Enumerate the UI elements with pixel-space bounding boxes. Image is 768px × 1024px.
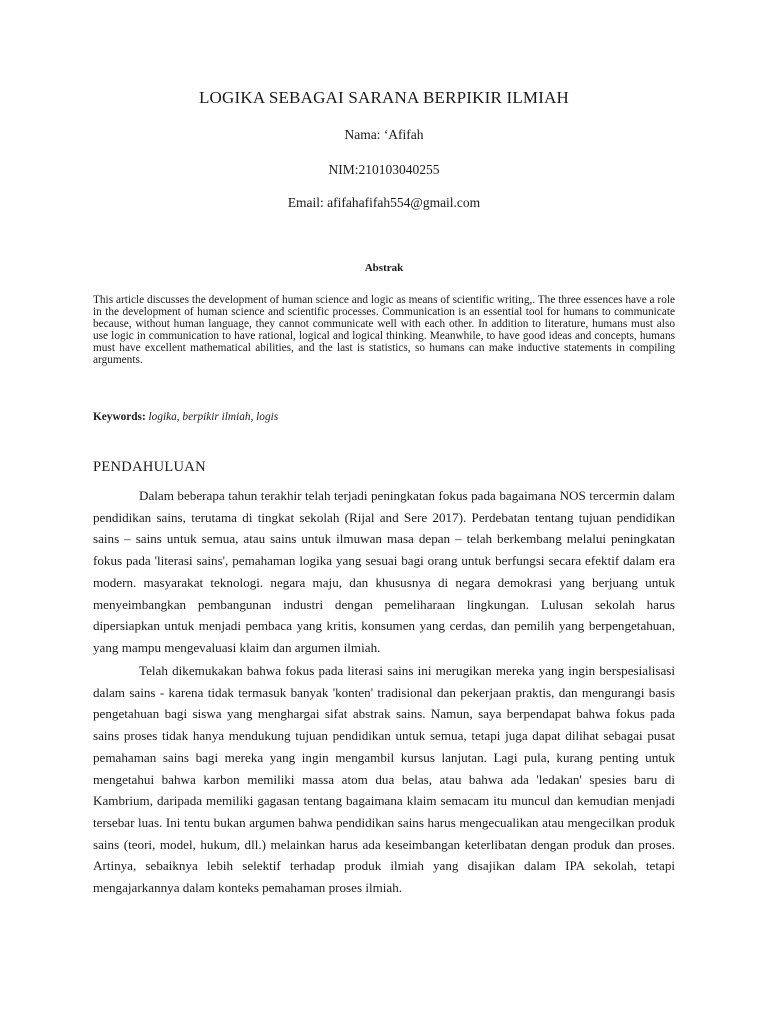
abstract-heading: Abstrak — [364, 262, 404, 274]
document-title: LOGIKA SEBAGAI SARANA BERPIKIR ILMIAH — [198, 88, 570, 107]
student-id: NIM:210103040255 — [328, 162, 440, 177]
keywords-label: Keywords: — [93, 411, 146, 423]
body-paragraph: Telah dikemukakan bahwa fokus pada literasi sains ini merugikan mereka yang ingin berspesialisasi dalam sains - karena tidak termasuk banyak 'konten' tradisional dan pekerjaan praktis, dan mengurangi basis pengetahuan bagi siswa yang menghargai sifat abstrak sains. Namun, saya berpendapat bahwa fokus pada sains proses tidak hanya mendukung tujuan pendidikan untuk semua, tetapi juga dapat dilihat sebagai pusat pemahaman sains bagi mereka yang ingin mengambil kursus lanjutan. Lagi pula, kurang penting untuk mengetahui bahwa karbon memiliki massa atom dua belas, atau bahwa ada 'ledakan' spesies baru di Kambrium, daripada memiliki gagasan tentang bagaimana klaim semacam itu muncul dan kemudian menjadi tersebar luas. Ini tentu bukan argumen bahwa pendidikan sains harus mengecualikan atau mengecilkan produk sains (teori, model, hukum, dll.) melainkan harus ada keseimbangan keterlibatan dengan produk dan proses. Artinya, sebaiknya lebih selektif terhadap produk ilmiah yang disajikan dalam IPA sekolah, tetapi mengajarkannya dalam konteks pemahaman proses ilmiah. — [93, 663, 675, 896]
section-heading: PENDAHULUAN — [93, 459, 206, 475]
keywords-values: logika, berpikir ilmiah, logis — [148, 411, 279, 423]
abstract-body: This article discusses the development of human science and logic as means of scientific writing,. The three essences have a role in the development of human science and scientific processes. Communication is an essential tool for humans to communicate because, without human language, they cannot communicate well with each other. In addition to literature, humans must also use logic in communication to have rational, logical and logical thinking. Meanwhile, to have good ideas and concepts, humans must have excellent mathematical abilities, and the last is statistics, so humans can make inductive statements in compiling arguments. — [93, 294, 675, 367]
author-name: Nama: ‘Afifah — [344, 127, 424, 142]
keywords — [93, 411, 675, 423]
body-paragraph: Dalam beberapa tahun terakhir telah terjadi peningkatan fokus pada bagaimana NOS tercermin dalam pendidikan sains, terutama di tingkat sekolah (Rijal and Sere 2017). Perdebatan tentang tujuan pendidikan sains – sains untuk semua, atau sains untuk ilmuwan masa depan – telah berkembang melalui peningkatan fokus pada 'literasi sains', pemahaman logika yang sesuai bagi orang untuk berfungsi secara efektif dalam era modern. masyarakat teknologi. negara maju, dan khususnya di negara demokrasi yang berjuang untuk menyeimbangkan pembangunan industri dengan pemeliharaan lingkungan. Lulusan sekolah harus dipersiapkan untuk menjadi pembaca yang kritis, konsumen yang cerdas, dan pemilih yang berpengetahuan, yang mampu mengevaluasi klaim dan argumen ilmiah. — [93, 488, 675, 655]
author-email: Email: afifahafifah554@gmail.com — [287, 195, 481, 210]
